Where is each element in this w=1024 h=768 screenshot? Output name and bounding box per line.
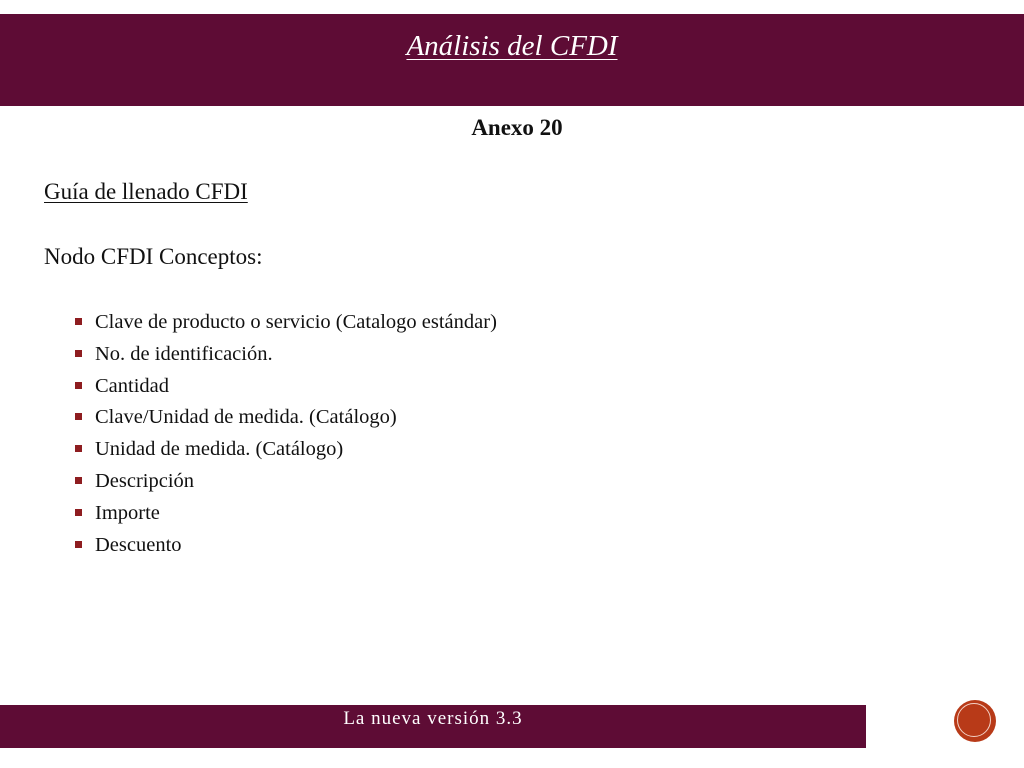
concept-item	[74, 404, 497, 436]
concept-item-label: No. de identificación.	[95, 342, 273, 365]
concept-item	[74, 373, 497, 405]
slide-number-badge-icon[interactable]	[954, 700, 996, 742]
annex-heading: Anexo 20	[471, 115, 563, 140]
concept-item-label: Unidad de medida. (Catálogo)	[95, 438, 344, 461]
footer-text: La nueva versión 3.3	[343, 708, 523, 729]
concept-item-label: Clave/Unidad de medida. (Catálogo)	[95, 406, 397, 429]
concept-item-label: Importe	[95, 501, 160, 524]
square-bullet-icon	[75, 445, 82, 452]
square-bullet-icon	[75, 541, 82, 548]
concept-item-label: Descuento	[95, 533, 182, 556]
square-bullet-icon	[75, 509, 82, 516]
concept-item	[74, 468, 497, 500]
guide-title: Guía de llenado CFDI	[44, 179, 248, 204]
square-bullet-icon	[75, 382, 82, 389]
square-bullet-icon	[75, 413, 82, 420]
square-bullet-icon	[75, 318, 82, 325]
concept-item-label: Descripción	[95, 469, 195, 492]
node-title: Nodo CFDI Conceptos:	[44, 244, 263, 269]
concept-item-label: Cantidad	[95, 374, 170, 397]
concept-list	[74, 309, 497, 563]
concept-item-label: Clave de producto o servicio (Catalogo estándar)	[95, 311, 497, 333]
concept-item	[74, 341, 497, 373]
square-bullet-icon	[75, 350, 82, 357]
concept-item	[74, 532, 497, 564]
square-bullet-icon	[75, 477, 82, 484]
concept-item	[74, 500, 497, 532]
concept-item	[74, 309, 497, 341]
slide-title: Análisis del CFDI	[406, 30, 618, 62]
concept-item	[74, 436, 497, 468]
